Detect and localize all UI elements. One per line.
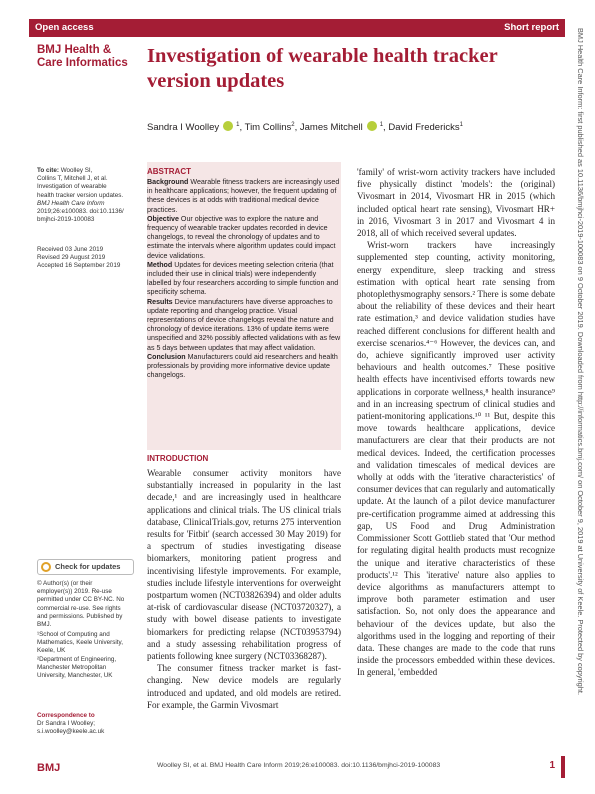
correspondence-heading: Correspondence to (37, 712, 95, 719)
open-access-label: Open access (35, 22, 94, 33)
correspondence: Correspondence to Dr Sandra I Woolley; s.i.woolley@keele.ac.uk (37, 712, 137, 737)
author-name[interactable]: James Mitchell (299, 122, 363, 133)
abstract-paragraph: Background Wearable fitness trackers are increasingly used in healthcare applications; however, the frequent updating of these devices is at odds with traditional medical device practices. (147, 178, 340, 214)
article-dates: Received 03 June 2019 Revised 29 August 2019 Accepted 16 September 2019 (37, 246, 121, 270)
email-link[interactable]: s.i.woolley@keele.ac.uk (37, 728, 105, 736)
abstract-paragraph: Results Device manufacturers have diverse approaches to update reporting and changelog practice. Visual representations of device changelogs reveal the nature and chronology of device iterations. 13% of update items were unspecified and 32% possibly affected validations with as few as 5 days between updates that may affect validation. (147, 297, 341, 352)
citation-block: To cite: Woolley SI, Collins T, Mitchell J, et al. Investigation of wearable health tracker version updates. BMJ Health Care Inform 2019;26:e100083. doi:10.1136/ bmjhci-2019-100083 (37, 167, 124, 224)
bmj-logo: BMJ (37, 762, 61, 774)
author-name[interactable]: Tim Collins (244, 122, 292, 133)
section-heading: INTRODUCTION (147, 454, 209, 463)
body-paragraph: Wearable consumer activity monitors have substantially increased in popularity in the last decade,¹ and are increasingly used in healthcare applications and clinical trials. The US clinical trials database, ClinicalTrials.gov, returns 275 intervention results for 'Fitbit' (search accessed 30 May 2019) for a spectrum of studies investigating disease biomarkers, monitoring patient progress and incentivising lifestyle improvements. For example, studies include lifestyle interventions for overweight postpartum women (NCT03826394) and older adults at-risk of cardiovascular disease (NCT03720327), a study with bowel disease patients to investigate biomarkers for predicting relapse (NCT03953794) and a study assessing rehabilitation progress of patients following knee surgery (NCT03368287). (147, 468, 341, 662)
orcid-icon[interactable] (367, 121, 377, 131)
article-type-label: Short report (504, 22, 559, 33)
cite-label: To cite: (37, 167, 59, 174)
author-name[interactable]: Sandra I Woolley (147, 122, 220, 133)
author-name[interactable]: David Fredericks (388, 122, 460, 133)
page-number: 1 (549, 760, 555, 771)
journal-name-line1: BMJ Health & (37, 44, 112, 56)
body-column-left (147, 467, 341, 711)
update-icon (41, 562, 51, 572)
abstract-paragraph: Objective Our objective was to explore the nature and frequency of wearable tracker updates recorded in device changelogs, to reveal the chronology of updates and to estimate the intervals where algorithm updates could impact device validations. (147, 214, 336, 260)
journal-name (37, 44, 147, 70)
page-footer (29, 754, 565, 784)
header-bar (29, 19, 565, 37)
body-paragraph: Wrist-worn trackers have increasingly supplemented step counting, activity monitoring, energy expenditure, sleep tracking and stress estimation with optical heart rate sensing from photoplethysmography sensors.² There is some debate about the reliability of these devices and their heart rate estimation,³ and device validation studies have reached different conclusions for different health and exercise scenarios.⁴⁻⁶ However, the devices can, and do, achieve significantly improved user activity behaviours and health outcomes.⁷ These positive health effects have incentivised efforts towards new applications in corporate wellness,⁸ health insurance⁹ and in an increasing spectrum of clinical studies and patient-monitoring applications.¹⁰ ¹¹ But, despite this move towards healthcare applications, device manufacturers are clear that their products are not medical devices. Indeed, the certification processes and validation timescales of medical devices are wholly at odds with the 'iterative characteristics' of consumer devices that can regularly and automatically update. At the launch of a pilot device manufacturer pre-certification programme aimed at addressing this gap, US Food and Drug Administration Commissioner Scott Gottlieb stated that 'Our method for regulating digital health products must recognize the unique and iterative characteristics of these products'.¹² This 'iterative' nature also applies to device algorithms as manufacturers attempt to improve both parameter estimation and user satisfaction. So, not only does the appearance and behaviour of the devices update, but also the algorithms used in the logging and reporting of their data. These changes are made to the code that runs inside the processors embedded within these devices. In general, 'embedded (357, 240, 555, 678)
abstract-paragraph: Conclusion Manufacturers could aid researchers and health professionals by providing more informative device update changelogs. (147, 352, 338, 380)
abstract-heading: ABSTRACT (147, 167, 191, 176)
footer-accent-bar (561, 756, 565, 778)
body-column-right (357, 166, 555, 679)
orcid-icon[interactable] (223, 121, 233, 131)
journal-name-line2: Care Informatics (37, 57, 128, 69)
license-note: © Author(s) (or their employer(s)) 2019. Re-use permitted under CC BY-NC. No commercial re-use. See rights and permissions. Published by BMJ. (37, 580, 125, 629)
author-list: Sandra I Woolley $^1$, Tim Collins$^2$, James Mitchell $^1$, David Fredericks$^1$ (147, 121, 463, 133)
article-title: Investigation of wearable health tracker version updates (147, 45, 498, 92)
affiliations: ¹School of Computing and Mathematics, Keele University, Keele, UK ²Department of Engineering, Manchester Metropolitan University, Manchester, UK (37, 631, 123, 680)
abstract-box (147, 162, 341, 450)
footer-citation: Woolley SI, et al. BMJ Health Care Inform 2019;26:e100083. doi:10.1136/bmjhci-2019-100083 (157, 762, 441, 769)
body-paragraph: 'family' of wrist-worn activity trackers have included five physically distinct 'models': the (original) Vivosmart in 2014, Vivosmart HR in 2015 (which included optical heart rate sensing), Vivosmart HR+ in 2016, Vivosmart 3 in 2017 and Vivosmart 4 in 2018, all of which received several updates. (357, 167, 555, 239)
abstract-paragraph: Method Updates for devices meeting selection criteria (that included their use in clinical trials) were independently labelled by four researchers according to simple function and specificity schema. (147, 260, 339, 297)
check-updates-button[interactable]: Check for updates (37, 559, 134, 575)
download-watermark: BMJ Health Care Inform: first published as 10.1136/bmjhci-2019-100083 on 9 October 2019. Downloaded from http://informatics.bmj.com/ on October 9, 2019 at University of Keele. Protected by copyright. (576, 28, 585, 696)
body-paragraph: The consumer fitness tracker market is fast-changing. New device models are regularly introduced and updated, and old models are retired. For example, the Garmin Vivosmart (147, 663, 341, 710)
